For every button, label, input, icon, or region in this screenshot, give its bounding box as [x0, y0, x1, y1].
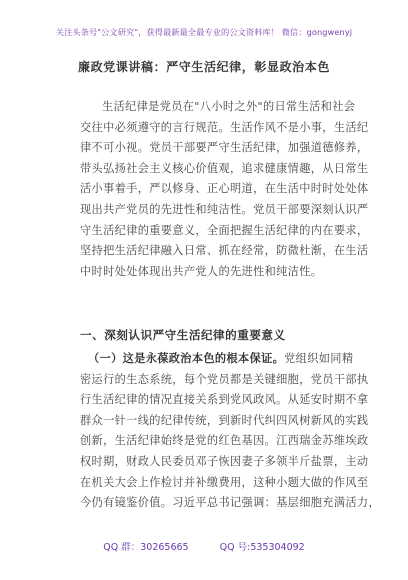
header-promo-note: 关注头条号"公文研究"，获得最新最全最专业的公文资料库！ 微信：gongwenyj [55, 27, 353, 37]
paragraph-line: 创新，生活纪律始终是党的红色基因。江西瑞金苏维埃政 [80, 434, 369, 448]
paragraph-line: 密运行的生态系统，每个党员都是关键细胞，党员干部执 [80, 372, 369, 386]
paragraph-line: 在机关大会上作检讨并补缴费用，这种小题大做的作风至 [80, 475, 369, 489]
paragraph-line: 交往中必须遵守的言行规范。生活作风不是小事，生活纪 [80, 120, 369, 134]
paragraph-line: 中时时处处体现出共产党人的先进性和纯洁性。 [80, 264, 323, 278]
page-title: 廉政党课讲稿：严守生活纪律，彰显政治本色 [77, 60, 330, 74]
paragraph-line: 现出共产党员的先进性和纯洁性。党员干部要深刻认识严 [80, 202, 369, 216]
section-heading: 一、深刻认识严守生活纪律的重要意义 [80, 328, 286, 342]
paragraph-line: 行生活纪律的情况直接关系到党风政风。从延安时期不拿 [80, 393, 369, 407]
subsection-lead: （一）这是永葆政治本色的根本保证。 [88, 351, 285, 365]
subsection-lead-rest: 党组织如同精 [284, 352, 354, 365]
paragraph-line: 群众一针一线的纪律传统，到新时代纠四风树新风的实践 [80, 413, 369, 427]
footer-contact [0, 539, 408, 553]
qq-account-number: QQ 号:535304092 [219, 542, 305, 553]
paragraph-line: 生活纪律是党员在"八小时之外"的日常生活和社会 [102, 100, 356, 113]
paragraph-line [80, 348, 354, 370]
paragraph-line: 坚持把生活纪律融入日常、抓在经常，防微杜渐，在生活 [80, 244, 369, 258]
intro-paragraph [80, 97, 369, 282]
paragraph-line: 带头弘扬社会主义核心价值观，追求健康情趣，从日常生 [80, 161, 369, 175]
paragraph-line: 守生活纪律的重要意义，全面把握生活纪律的内在要求， [80, 223, 369, 237]
qq-group-number: QQ 群：30265665 [103, 542, 189, 553]
paragraph-line: 律不可小视。党员干部要严守生活纪律，加强道德修养， [80, 141, 369, 155]
paragraph-line: 权时期，财政人民委员邓子恢因妻子多领半斤盐票，主动 [80, 454, 369, 468]
subsection-paragraph [80, 348, 380, 514]
paragraph-line: 今仍有镜鉴价值。习近平总书记强调：基层细胞充满活力， [80, 496, 380, 510]
paragraph-line: 活小事着手，严以修身、正心明道，在生活中时时处处体 [80, 182, 369, 196]
